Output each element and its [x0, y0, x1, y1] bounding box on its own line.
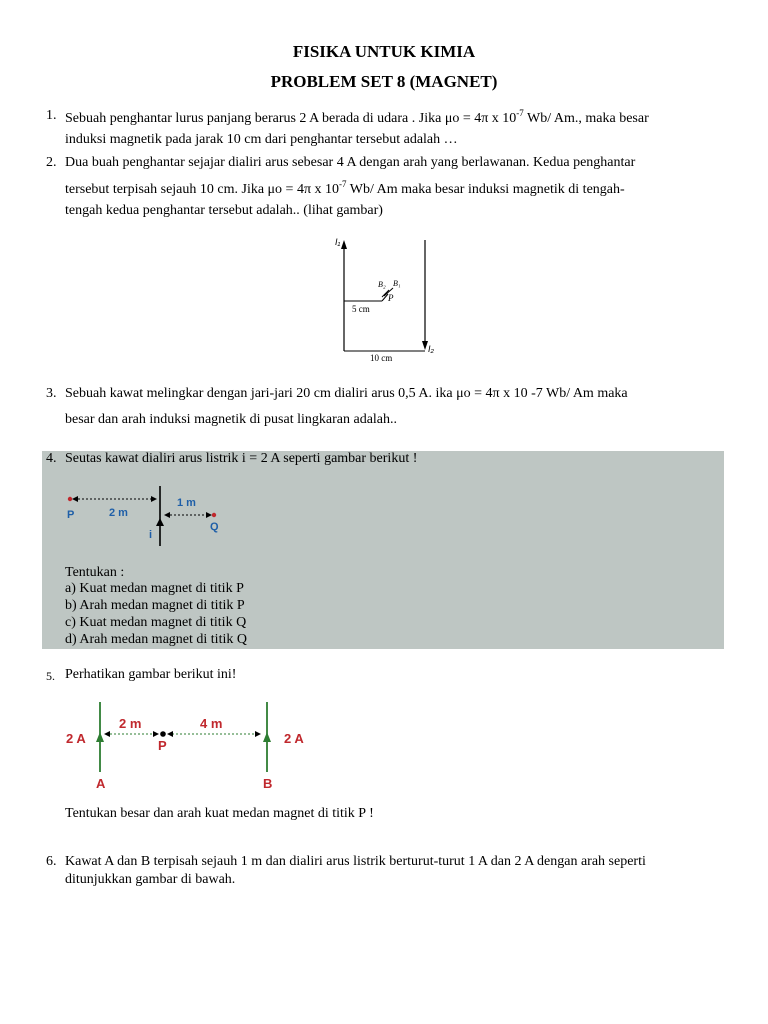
- document-title: FISIKA UNTUK KIMIA: [292, 42, 476, 61]
- problem-1-exponent: -7: [516, 108, 524, 118]
- problem-2-text-b: Wb/ Am maka besar induksi magnetik di tengah-: [349, 182, 625, 197]
- problem-2-line-3: tengah kedua penghantar tersebut adalah.. (lihat gambar): [65, 203, 383, 218]
- label-i: i: [149, 529, 153, 541]
- label-10cm: 10 cm: [370, 353, 393, 363]
- wire-i1-arrow: [341, 240, 347, 249]
- two-wire-figure: [60, 700, 320, 795]
- label-2a-left: 2 A: [66, 731, 86, 746]
- current-arrow: [156, 518, 164, 526]
- label-1m: 1 m: [177, 497, 196, 509]
- label-2m: 2 m: [109, 507, 128, 519]
- document-subtitle: PROBLEM SET 8 (MAGNET): [270, 72, 498, 91]
- problem-5-number: 5.: [46, 669, 55, 683]
- arrow-left-p: [167, 731, 173, 737]
- problem-5-line-1: Perhatikan gambar berikut ini!: [65, 667, 237, 682]
- wire-a-arrow: [96, 732, 104, 742]
- problem-4-item-b: b) Arah medan magnet di titik P: [65, 598, 245, 613]
- problem-4-tentukan: Tentukan :: [65, 565, 125, 580]
- label-i2: I₂: [428, 344, 434, 354]
- label-2m: 2 m: [119, 716, 142, 731]
- label-b: B: [263, 776, 273, 791]
- problem-3-line-2: besar dan arah induksi magnetik di pusat lingkaran adalah..: [65, 412, 398, 427]
- problem-1-line-1: [65, 108, 649, 127]
- problem-2-number: 2.: [46, 155, 57, 170]
- arrow-right-b: [255, 731, 261, 737]
- problem-6-number: 6.: [46, 854, 57, 869]
- arrow-right-p: [153, 731, 159, 737]
- problem-2-exponent: -7: [339, 179, 347, 189]
- label-p: P: [67, 509, 75, 521]
- label-i1: I₁: [335, 237, 341, 247]
- problem-4-item-a: a) Kuat medan magnet di titik P: [65, 581, 244, 596]
- point-q-dot: [212, 513, 216, 517]
- problem-1-text-b: Wb/ Am., maka besar: [527, 111, 649, 126]
- point-p-dot: [160, 731, 166, 737]
- problem-4-line-1: Seutas kawat dialiri arus listrik i = 2 A seperti gambar berikut !: [65, 451, 418, 466]
- problem-1-line-2: induksi magnetik pada jarak 10 cm dari penghantar tersebut adalah …: [65, 132, 458, 147]
- arrow-right-wire: [151, 496, 157, 502]
- problem-1-text-a: Sebuah penghantar lurus panjang berarus 2 A berada di udara . Jika μo = 4π x 10: [65, 111, 517, 126]
- problem-2-text-a: tersebut terpisah sejauh 10 cm. Jika μo = 4π x 10: [65, 182, 340, 197]
- label-5cm: 5 cm: [352, 304, 370, 314]
- wire-b-arrow: [263, 732, 271, 742]
- label-a: A: [96, 776, 106, 791]
- problem-4-item-d: d) Arah medan magnet di titik Q: [65, 632, 247, 647]
- problem-4-item-c: c) Kuat medan magnet di titik Q: [65, 615, 247, 630]
- label-2a-right: 2 A: [284, 731, 304, 746]
- label-4m: 4 m: [200, 716, 223, 731]
- label-p: P: [158, 738, 167, 753]
- label-q: Q: [210, 521, 219, 533]
- label-b2: B₂: [378, 280, 386, 289]
- problem-6-line-1: Kawat A dan B terpisah sejauh 1 m dan dialiri arus listrik berturut-turut 1 A dan 2 A dengan arah seperti: [65, 854, 646, 869]
- arrow-left-a: [104, 731, 110, 737]
- problem-2-line-1: Dua buah penghantar sejajar dialiri arus sebesar 4 A dengan arah yang berlawanan. Kedua penghantar: [65, 155, 636, 170]
- arrow-left-p: [72, 496, 78, 502]
- problem-3-number: 3.: [46, 386, 57, 401]
- problem-5-question: Tentukan besar dan arah kuat medan magnet di titik P !: [65, 806, 374, 821]
- single-wire-figure: [60, 482, 240, 547]
- problem-2-line-2: [65, 179, 625, 198]
- point-p-dot: [68, 497, 72, 501]
- arrow-right-q: [206, 512, 212, 518]
- parallel-wires-figure: [325, 230, 445, 365]
- arrow-left-wire: [164, 512, 170, 518]
- label-point-p: P: [388, 293, 394, 303]
- problem-6-line-2: ditunjukkan gambar di bawah.: [65, 872, 236, 887]
- label-b1: B₁: [393, 279, 401, 288]
- problem-1-number: 1.: [46, 108, 57, 123]
- problem-4-number: 4.: [46, 451, 57, 466]
- problem-3-line-1: Sebuah kawat melingkar dengan jari-jari 20 cm dialiri arus 0,5 A. ika μo = 4π x 10 -7 Wb/ Am maka: [65, 386, 628, 401]
